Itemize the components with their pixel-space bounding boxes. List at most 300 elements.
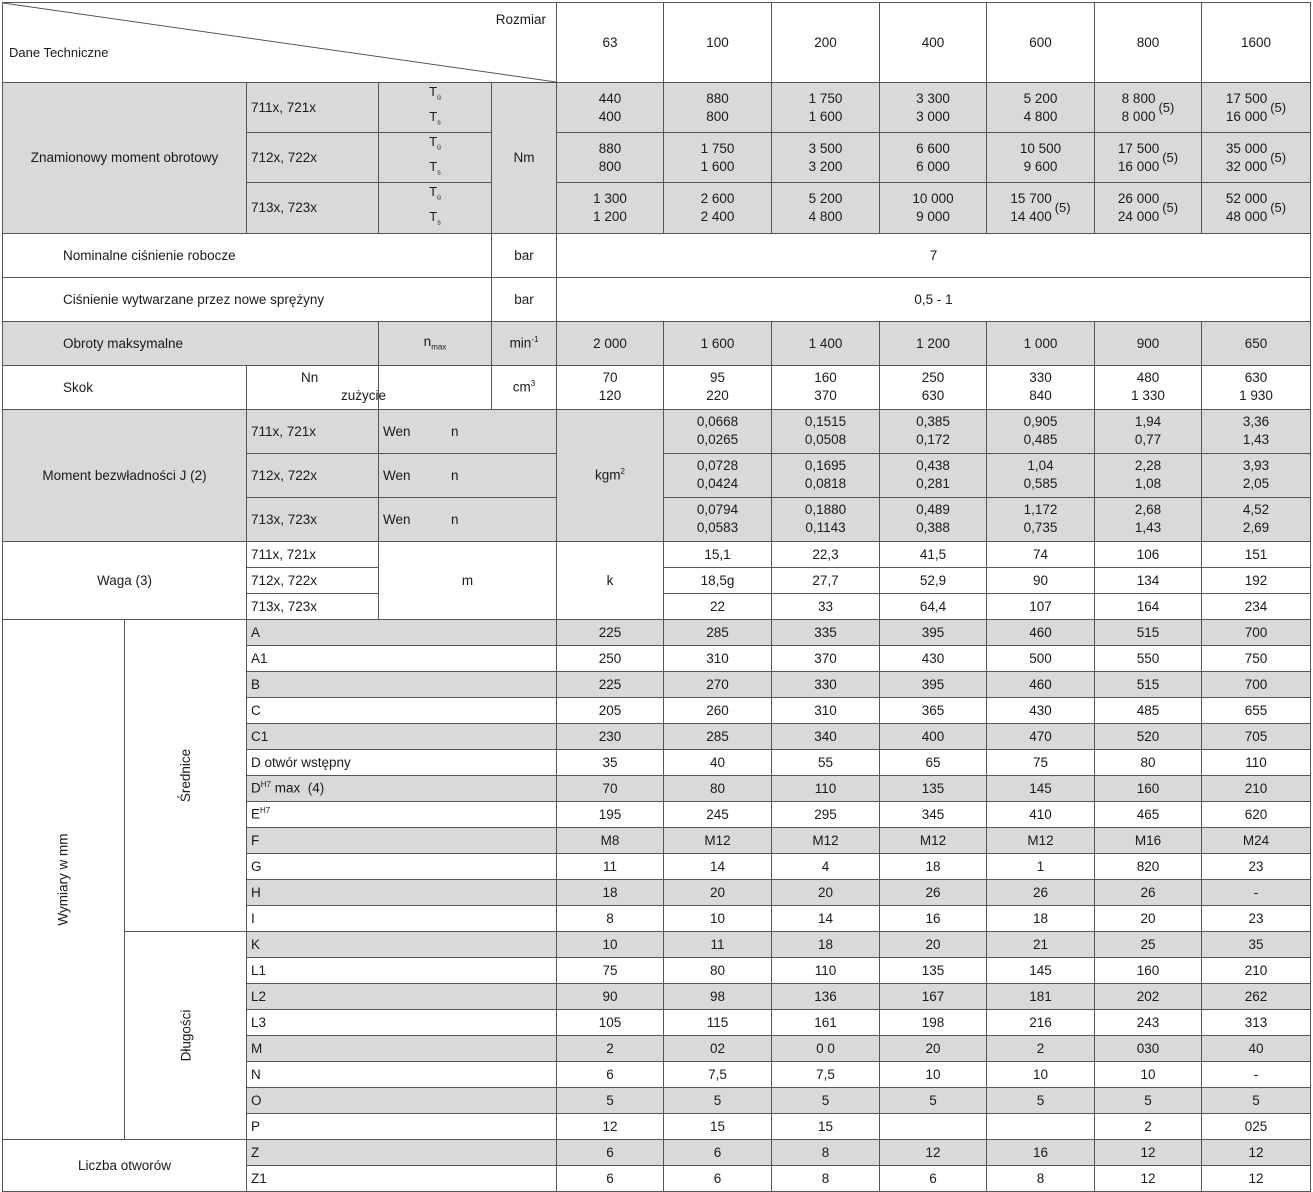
dimension-value: 161 <box>772 1009 880 1035</box>
weight-value: 164 <box>1095 593 1202 619</box>
dimension-value <box>880 1113 987 1139</box>
dimensions-label <box>3 619 125 1139</box>
dimension-name: L3 <box>251 1014 267 1030</box>
dimension-value: 26 <box>987 879 1095 905</box>
value: 1 750 <box>700 140 735 156</box>
inertia-value <box>987 497 1095 541</box>
dimension-value: 11 <box>664 931 772 957</box>
value: 2,68 <box>1134 502 1162 518</box>
dimension-value: 410 <box>987 801 1095 827</box>
dimension-name-cell <box>247 983 557 1009</box>
dimension-value: 400 <box>880 723 987 749</box>
dimension-name-cell <box>247 775 557 801</box>
dimension-name: L1 <box>251 962 267 978</box>
dimension-value: 15 <box>772 1113 880 1139</box>
dimension-value: 5 <box>664 1087 772 1113</box>
inertia-value <box>664 409 772 453</box>
dimension-value: 750 <box>1202 645 1311 671</box>
torque-value <box>772 183 880 233</box>
footnote-ref: (5) <box>1162 199 1179 215</box>
dimension-sup: H7 <box>260 780 271 790</box>
dimension-value: 80 <box>664 957 772 983</box>
size-header: 800 <box>1095 3 1202 83</box>
symbol: T <box>429 108 438 124</box>
dimension-value: 90 <box>557 983 664 1009</box>
symbol: T <box>429 208 438 224</box>
value: 1,94 <box>1134 414 1162 430</box>
value: 0,0508 <box>804 432 847 448</box>
symbol: T <box>429 134 438 150</box>
size-header: 63 <box>557 3 664 83</box>
dimension-value: 40 <box>664 749 772 775</box>
dimension-value: 23 <box>1202 905 1311 931</box>
inertia-value <box>772 497 880 541</box>
inertia-value <box>1095 453 1202 497</box>
torque-value <box>880 183 987 233</box>
dimension-value: 225 <box>557 619 664 645</box>
dimension-value: 35 <box>557 749 664 775</box>
dimension-name: D <box>251 780 261 796</box>
lengths-label-text: Długości <box>178 1009 193 1061</box>
torque-value <box>557 183 664 233</box>
torque-value <box>664 133 772 183</box>
symbol: Wen <box>383 423 411 439</box>
dimension-name: I <box>251 910 255 926</box>
technical-data-table <box>2 2 1311 1192</box>
dimension-value: 202 <box>1095 983 1202 1009</box>
speed-value: 1 600 <box>664 321 772 365</box>
value: 1 600 <box>808 108 843 124</box>
dimension-value: 5 <box>1095 1087 1202 1113</box>
symbol: n <box>451 511 459 527</box>
value: 1 200 <box>593 208 627 224</box>
value: 1 600 <box>700 158 735 174</box>
value: 15 700 <box>1010 190 1052 206</box>
dimension-name: A1 <box>251 650 268 666</box>
diameters-label <box>125 619 247 931</box>
dimension-value: 245 <box>664 801 772 827</box>
dimension-value: 313 <box>1202 1009 1311 1035</box>
inertia-value <box>1202 453 1311 497</box>
dimension-value: 1 <box>987 853 1095 879</box>
unit: min <box>509 335 532 351</box>
dimension-row <box>3 931 1311 957</box>
torque-value <box>987 83 1095 133</box>
torque-value <box>880 133 987 183</box>
dimension-name-cell <box>247 1035 557 1061</box>
value: 2,05 <box>1242 476 1270 492</box>
value: 2,69 <box>1242 520 1270 536</box>
inertia-value <box>880 453 987 497</box>
dimension-name: N <box>251 1066 261 1082</box>
size-header: 600 <box>987 3 1095 83</box>
holes-value: 12 <box>1095 1139 1202 1165</box>
header-row <box>3 3 1311 83</box>
value: 0,388 <box>916 520 950 536</box>
inertia-unit <box>557 409 664 541</box>
value: 6 000 <box>916 158 950 174</box>
stroke-value <box>1095 365 1202 409</box>
size-header: 400 <box>880 3 987 83</box>
dimension-value: 15 <box>664 1113 772 1139</box>
weight-value: 192 <box>1202 567 1311 593</box>
inertia-value <box>1202 409 1311 453</box>
dimension-value: 80 <box>1095 749 1202 775</box>
value: 1 300 <box>593 190 627 206</box>
holes-value: 8 <box>772 1165 880 1191</box>
value: 880 <box>598 140 622 156</box>
unit-sup: 3 <box>530 379 536 389</box>
dimension-value: 25 <box>1095 931 1202 957</box>
dimension-name-cell <box>247 853 557 879</box>
value: 0,489 <box>916 502 950 518</box>
weight-value: 15,1 <box>664 541 772 567</box>
dimension-value: 515 <box>1095 671 1202 697</box>
dimension-value: 5 <box>987 1087 1095 1113</box>
dimension-value: 0 0 <box>772 1035 880 1061</box>
inertia-value <box>772 409 880 453</box>
dimension-value: 10 <box>557 931 664 957</box>
tech-data-sheet <box>2 2 1312 1192</box>
dimension-value: 105 <box>557 1009 664 1035</box>
torque-value <box>664 83 772 133</box>
dimension-name: B <box>251 676 261 692</box>
dimension-name-cell <box>247 619 557 645</box>
value: 1 930 <box>1239 388 1273 404</box>
weight-value: 134 <box>1095 567 1202 593</box>
torque-value <box>1095 133 1202 183</box>
dimension-value: 330 <box>772 671 880 697</box>
symbol-sub: ü <box>437 144 441 152</box>
dimension-value: 55 <box>772 749 880 775</box>
dimension-value: 26 <box>880 879 987 905</box>
value: 95 <box>710 370 726 386</box>
dimension-value: 65 <box>880 749 987 775</box>
dimension-name: E <box>251 806 261 822</box>
dimension-value: 365 <box>880 697 987 723</box>
series-label: 712x, 722x <box>247 453 379 497</box>
dimension-value: 262 <box>1202 983 1311 1009</box>
stroke-value <box>1202 365 1311 409</box>
series-label: 711x, 721x <box>247 409 379 453</box>
unit-sup: 2 <box>620 467 625 477</box>
torque-symbol <box>379 133 492 183</box>
value: 1,43 <box>1242 432 1270 448</box>
holes-name: Z1 <box>247 1165 557 1191</box>
dimension-name: M <box>251 1040 263 1056</box>
value: 0,77 <box>1134 432 1162 448</box>
dimension-value: 820 <box>1095 853 1202 879</box>
dimension-value: 310 <box>664 645 772 671</box>
weight-label: Waga (3) <box>3 541 247 619</box>
value: 16 000 <box>1117 158 1160 174</box>
dimension-name-cell <box>247 723 557 749</box>
dimension-name-cell <box>247 1087 557 1113</box>
holes-row <box>3 1139 1311 1165</box>
dimension-name: G <box>251 858 262 874</box>
speed-unit <box>492 321 557 365</box>
footnote-ref: (5) <box>1158 99 1175 115</box>
dimension-value: 8 <box>557 905 664 931</box>
dimension-value: 243 <box>1095 1009 1202 1035</box>
dimension-value: 135 <box>880 775 987 801</box>
series-label: 711x, 721x <box>247 541 379 567</box>
dimension-value: 18 <box>987 905 1095 931</box>
torque-value <box>1202 183 1311 233</box>
dimension-value: 210 <box>1202 957 1311 983</box>
dimension-value: M12 <box>772 827 880 853</box>
size-header: 200 <box>772 3 880 83</box>
lengths-label <box>125 931 247 1139</box>
weight-value: 22 <box>664 593 772 619</box>
dimension-value: 655 <box>1202 697 1311 723</box>
inertia-value <box>664 453 772 497</box>
value: 440 <box>598 90 622 106</box>
value: 0,0728 <box>696 458 739 474</box>
inertia-value <box>1095 409 1202 453</box>
dimension-value: 295 <box>772 801 880 827</box>
value: 9 600 <box>1023 158 1058 174</box>
dimension-value: 14 <box>772 905 880 931</box>
holes-value: 6 <box>664 1165 772 1191</box>
weight-value: 64,4 <box>880 593 987 619</box>
dimension-value: 23 <box>1202 853 1311 879</box>
torque-row <box>3 83 1311 133</box>
dimension-value: 5 <box>880 1087 987 1113</box>
value: 630 <box>1244 370 1268 386</box>
inertia-value <box>1095 497 1202 541</box>
dimension-value: 40 <box>1202 1035 1311 1061</box>
dimension-value: 7,5 <box>664 1061 772 1087</box>
value: 35 000 <box>1225 140 1268 156</box>
weight-value: 151 <box>1202 541 1311 567</box>
dimension-value: 7,5 <box>772 1061 880 1087</box>
value: 0,0424 <box>696 476 739 492</box>
symbol: n <box>451 467 459 483</box>
dimension-name-cell <box>247 749 557 775</box>
dimension-value: 5 <box>772 1087 880 1113</box>
dimension-value: 370 <box>772 645 880 671</box>
value: 0,585 <box>1023 476 1058 492</box>
dimension-name-cell <box>247 957 557 983</box>
dimension-value: - <box>1202 879 1311 905</box>
dimension-value: M12 <box>987 827 1095 853</box>
torque-value <box>664 183 772 233</box>
dimension-sup: H7 <box>260 806 271 816</box>
footnote-ref: (5) <box>1054 199 1071 215</box>
dimension-value: 10 <box>987 1061 1095 1087</box>
symbol: n <box>423 334 432 350</box>
value: 48 000 <box>1225 208 1268 224</box>
value: 4,52 <box>1242 502 1270 518</box>
dimension-value: 20 <box>880 1035 987 1061</box>
dimension-value: 20 <box>772 879 880 905</box>
symbol-sub: max <box>431 342 447 352</box>
inertia-symbol <box>379 453 557 497</box>
value: 17 500 <box>1225 90 1268 106</box>
dimension-value: M24 <box>1202 827 1311 853</box>
dimension-value: 460 <box>987 671 1095 697</box>
dimension-value: 700 <box>1202 671 1311 697</box>
dimension-value: 430 <box>880 645 987 671</box>
value: 0,1515 <box>804 414 847 430</box>
diagonal-line <box>3 3 556 82</box>
value: 0,385 <box>916 414 950 430</box>
torque-unit: Nm <box>492 83 557 234</box>
value: 26 000 <box>1117 190 1160 206</box>
torque-value <box>987 133 1095 183</box>
holes-value: 16 <box>987 1139 1095 1165</box>
value: 14 400 <box>1010 208 1052 224</box>
speed-value: 2 000 <box>557 321 664 365</box>
torque-label: Znamionowy moment obrotowy <box>3 83 247 234</box>
dimension-value: 18 <box>557 879 664 905</box>
holes-value: 6 <box>664 1139 772 1165</box>
dimension-value: 145 <box>987 957 1095 983</box>
value: 370 <box>814 388 837 404</box>
dimension-value: 80 <box>664 775 772 801</box>
header-corner-cell <box>3 3 557 83</box>
holes-name: Z <box>247 1139 557 1165</box>
inertia-symbol <box>379 409 557 453</box>
dimension-value: 75 <box>557 957 664 983</box>
value: 3 000 <box>916 108 950 124</box>
dimension-value: 75 <box>987 749 1095 775</box>
weight-value: 107 <box>987 593 1095 619</box>
dimension-value: 340 <box>772 723 880 749</box>
symbol: Wen <box>383 511 411 527</box>
dimension-value: 2 <box>557 1035 664 1061</box>
dimension-value: 110 <box>772 957 880 983</box>
dimension-value: 216 <box>987 1009 1095 1035</box>
holes-label: Liczba otworów <box>3 1139 247 1191</box>
torque-value <box>880 83 987 133</box>
value: 8 800 <box>1121 90 1156 106</box>
dimension-value: 167 <box>880 983 987 1009</box>
weight-value: 41,5 <box>880 541 987 567</box>
size-header: 100 <box>664 3 772 83</box>
spring-row <box>3 277 1311 321</box>
value: 0,281 <box>916 476 950 492</box>
holes-value: 12 <box>1202 1139 1311 1165</box>
dimension-value: 98 <box>664 983 772 1009</box>
dimension-value: 136 <box>772 983 880 1009</box>
unit: cm <box>512 379 531 395</box>
value: 0,485 <box>1023 432 1058 448</box>
pressure-value: 7 <box>557 233 1311 277</box>
value: 1,172 <box>1023 502 1058 518</box>
inertia-value <box>772 453 880 497</box>
dimension-value: M8 <box>557 827 664 853</box>
dimension-value: 21 <box>987 931 1095 957</box>
dimension-value: 2 <box>987 1035 1095 1061</box>
dimension-value: 5 <box>1202 1087 1311 1113</box>
dimension-value: 515 <box>1095 619 1202 645</box>
dimension-name-cell <box>247 697 557 723</box>
value: 800 <box>598 158 622 174</box>
series-label: 712x, 722x <box>247 567 379 593</box>
dimension-name-cell <box>247 931 557 957</box>
torque-value <box>772 133 880 183</box>
value: 1,08 <box>1134 476 1162 492</box>
speed-value: 650 <box>1202 321 1311 365</box>
dimension-value: 310 <box>772 697 880 723</box>
dimension-value: 110 <box>1202 749 1311 775</box>
spring-label: Ciśnienie wytwarzane przez nowe sprężyny <box>3 277 492 321</box>
dimension-value: 030 <box>1095 1035 1202 1061</box>
pressure-label: Nominalne ciśnienie robocze <box>3 233 492 277</box>
torque-value <box>1202 83 1311 133</box>
value: 120 <box>598 388 622 404</box>
dimension-row <box>3 619 1311 645</box>
value: 3,36 <box>1242 414 1270 430</box>
value: 2,28 <box>1134 458 1162 474</box>
symbol: Wen <box>383 467 411 483</box>
value: 840 <box>1029 388 1052 404</box>
value: 400 <box>598 108 622 124</box>
dimension-value: 20 <box>1095 905 1202 931</box>
weight-value: 18,5g <box>664 567 772 593</box>
dimension-name-cell <box>247 671 557 697</box>
unit-sup: -1 <box>531 335 539 345</box>
dimension-value: 4 <box>772 853 880 879</box>
dimension-value: - <box>1202 1061 1311 1087</box>
dimension-name: C <box>251 702 261 718</box>
dimension-name-cell <box>247 1113 557 1139</box>
holes-value: 12 <box>880 1139 987 1165</box>
dimension-suffix: max (4) <box>270 780 325 796</box>
dimension-value: 025 <box>1202 1113 1311 1139</box>
dimension-value: 20 <box>664 879 772 905</box>
size-label: Rozmiar <box>495 12 547 27</box>
speed-label: Obroty maksymalne <box>3 321 379 365</box>
value: 0,1143 <box>805 520 846 536</box>
weight-value: 234 <box>1202 593 1311 619</box>
stroke-value <box>664 365 772 409</box>
weight-value: 33 <box>772 593 880 619</box>
footnote-ref: (5) <box>1270 149 1287 165</box>
dimension-value: 395 <box>880 619 987 645</box>
torque-value <box>557 133 664 183</box>
weight-value: 52,9 <box>880 567 987 593</box>
stroke-value <box>880 365 987 409</box>
value: 3 500 <box>808 140 843 156</box>
dimension-name-cell <box>247 905 557 931</box>
weight-value: 27,7 <box>772 567 880 593</box>
value: 70 <box>602 370 618 386</box>
value: 1,43 <box>1134 520 1162 536</box>
value: 3,93 <box>1242 458 1270 474</box>
value: 0,1880 <box>804 502 847 518</box>
dimension-value: 470 <box>987 723 1095 749</box>
value: 800 <box>706 108 729 124</box>
symbol-sub: s <box>437 119 441 127</box>
inertia-value <box>880 497 987 541</box>
dimension-value: 160 <box>1095 775 1202 801</box>
dimension-name: O <box>251 1092 262 1108</box>
dimension-value: 205 <box>557 697 664 723</box>
footnote-ref: (5) <box>1162 149 1179 165</box>
dimension-name-cell <box>247 645 557 671</box>
value: 10 500 <box>1019 140 1062 156</box>
dimension-value: 160 <box>1095 957 1202 983</box>
symbol: T <box>429 158 438 174</box>
inertia-value <box>880 409 987 453</box>
footnote-ref: (5) <box>1270 199 1287 215</box>
inertia-value <box>664 497 772 541</box>
holes-value: 6 <box>880 1165 987 1191</box>
value: 52 000 <box>1225 190 1268 206</box>
